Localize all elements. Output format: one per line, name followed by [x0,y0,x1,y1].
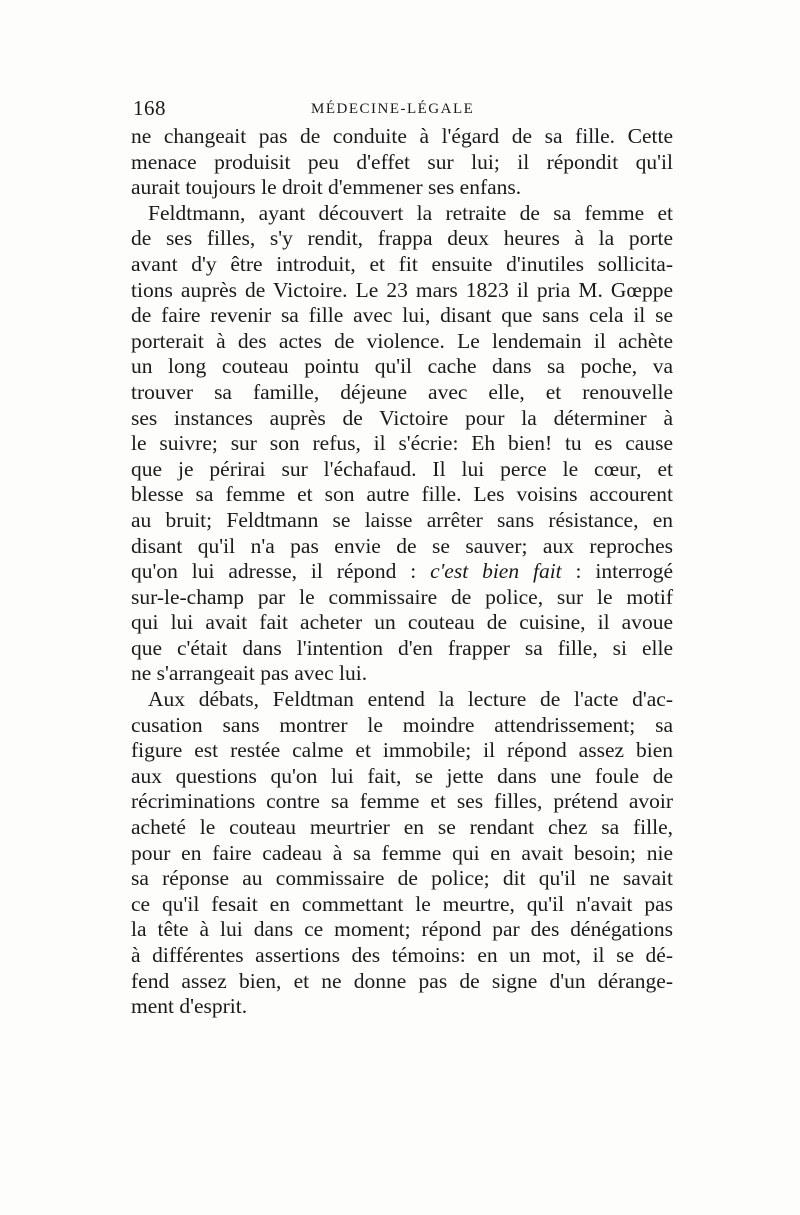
page-header [133,96,678,122]
text-line: ment d'esprit. [131,994,248,1019]
text-line: pour en faire cadeau à sa femme qui en avait besoin; nie [131,840,673,865]
text-line: disant qu'il n'a pas envie de se sauver; aux reproches [131,533,673,558]
text-line: de ses filles, s'y rendit, frappa deux heures à la porte [131,226,673,251]
text-line: Aux débats, Feldtman entend la lecture de l'acte d'ac- [148,687,673,712]
text-line: figure est restée calme et immobile; il répond assez bien [131,738,673,763]
text-line: trouver sa famille, déjeune avec elle, et renouvelle [131,379,673,404]
text-line: blesse sa femme et son autre fille. Les voisins accourent [131,482,673,507]
page-number: 168 [133,96,166,120]
text-line: sur-le-champ par le commissaire de police, sur le motif [131,584,673,609]
text-line: aux questions qu'on lui fait, se jette dans une foule de [131,763,673,788]
text-line: ce qu'il fesait en commettant le meurtre, qu'il n'avait pas [131,891,673,916]
text-line: qu'on lui adresse, il répond : c'est bien fait : interrogé [131,559,673,584]
text-line: ne s'arrangeait pas avec lui. [131,661,368,686]
text-line: fend assez bien, et ne donne pas de signe d'un dérange- [131,968,673,993]
text-line: la tête à lui dans ce moment; répond par des dénégations [131,917,673,942]
running-head: MÉDECINE-LÉGALE [311,101,475,117]
text-line: qui lui avait fait acheter un couteau de cuisine, il avoue [131,610,673,635]
text-line: Feldtmann, ayant découvert la retraite de sa femme et [148,200,673,225]
italic-quote: c'est bien fait [430,559,562,584]
text-line: tions auprès de Victoire. Le 23 mars 1823 il pria M. Gœppe [131,277,673,302]
text-line: ne changeait pas de conduite à l'égard de sa fille. Cette [131,124,673,148]
text-line: que je périrai sur l'échafaud. Il lui perce le cœur, et [131,456,673,481]
text-line: cusation sans montrer le moindre attendrissement; sa [131,712,673,737]
text-line: à différentes assertions des témoins: en un mot, il se dé- [131,943,673,967]
text-line: acheté le couteau meurtrier en se rendant chez sa fille, [131,815,673,840]
text-line: sa réponse au commissaire de police; dit qu'il ne savait [131,866,673,891]
text-line: au bruit; Feldtmann se laisse arrêter sans résistance, en [131,507,673,532]
text-line: ses instances auprès de Victoire pour la déterminer à [131,405,673,430]
text-line: que c'était dans l'intention d'en frapper sa fille, si elle [131,635,673,660]
text-line: un long couteau pointu qu'il cache dans sa poche, va [131,354,673,379]
text-line: porterait à des actes de violence. Le lendemain il achète [131,328,673,353]
text-line: récriminations contre sa femme et ses filles, prétend avoir [131,789,673,814]
text-line: de faire revenir sa fille avec lui, disant que sans cela il se [131,303,673,328]
text-line: le suivre; sur son refus, il s'écrie: Eh bien! tu es cause [131,431,673,456]
text-line: aurait toujours le droit d'emmener ses enfans. [131,175,522,200]
body-text [131,124,673,1020]
text-line: menace produisit peu d'effet sur lui; il répondit qu'il [131,149,673,174]
text-line: avant d'y être introduit, et fit ensuite d'inutiles sollicita- [131,251,673,276]
